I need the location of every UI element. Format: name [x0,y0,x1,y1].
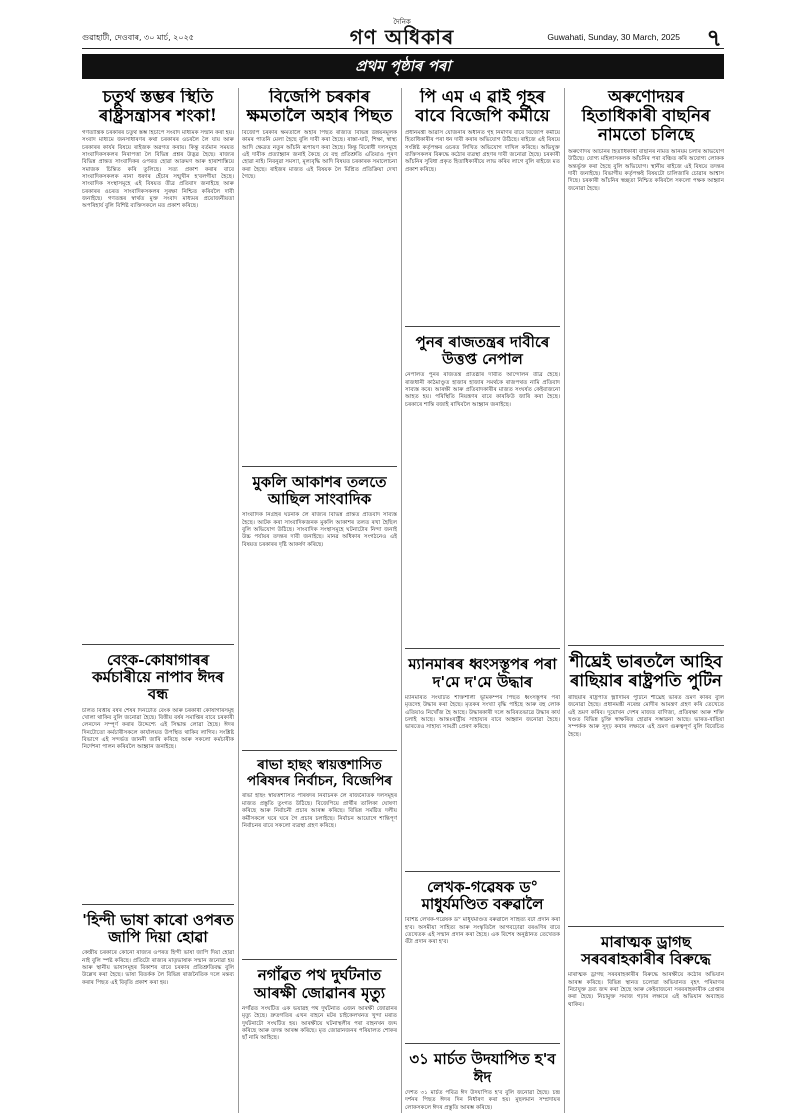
article-pmay-housing [405,88,560,320]
headline: মাৰাত্মক ড্ৰাগছ সৰবৰাহকাৰীৰ বিৰুদ্ধে [581,932,711,969]
article-body: বিজেপি চৰকাৰ ক্ষমতালৈ অহাৰ পিছত ৰাজ্যত বিভিন্ন উন্নয়নমূলক কামৰ পাতনি মেলা হৈছে বুলি দাবী কৰা হৈছে। ৰাস্তা-ঘাট, শিক্ষা, স্বাস্থ্য আদি ক্ষেত্ৰত নতুন আঁচনি ৰূপায়ণ কৰা হৈছে। কিন্তু বিৰোধী দলসমূহে এই দাবীক প্ৰত্যাহ্বান জনাই কৈছে যে বহু প্ৰতিশ্ৰুতি এতিয়াও পূৰণ হোৱা নাই। নিবনুৱা সমস্যা, মূল্যবৃদ্ধি আদি বিষয়ত চৰকাৰক সমালোচনা কৰা হৈছে। ৰাইজৰ মাজত এই বিষয়ক লৈ মিশ্ৰিত প্ৰতিক্ৰিয়া দেখা গৈছে। [242,129,397,180]
divider [242,750,397,751]
article-body: বিশিষ্ট লেখক-গৱেষক ড° মাধুৰ্যমণ্ডিত বৰুৱালৈ সাহিত্য বঁটা প্ৰদান কৰা হ'ব। অসমীয়া সাহিত্য আৰু সংস্কৃতিলৈ আগবঢ়োৱা বৰঙণিৰ বাবে তেখেতক এই সন্মান প্ৰদান কৰা হৈছে। এক বিশেষ অনুষ্ঠানত তেখেতক বঁটা প্ৰদান কৰা হ'ব। [405,917,560,946]
divider [405,1043,560,1044]
article-nepal-monarchy [405,334,560,643]
article-bank-holiday [82,652,234,898]
column-divider [238,88,239,1113]
article-body: অৰুণোদয় আঁচনিৰ হিতাধিকাৰী বাছনিৰ নামত অনিয়ম চলাৰ অভিযোগ উঠিছে। যোগ্য মহিলাসকলক আঁচনিৰ পৰা বঞ্চিত কৰি অযোগ্য লোকক অন্তৰ্ভুক্ত কৰা হৈছে বুলি অভিযোগ। স্থানীয় ৰাইজে এই বিষয়ে তদন্তৰ দাবী জনাইছে। বিভাগীয় কৰ্তৃপক্ষই বিষয়টো চালিজাৰি চোৱাৰ আশ্বাস দিছে। চৰকাৰী আঁচনিৰ স্বচ্ছতা নিশ্চিত কৰিবলৈ সকলো পক্ষক আহ্বান জনোৱা হৈছে। [568,148,724,192]
column-1 [82,88,234,1113]
divider [405,648,560,649]
headline: ৰাভা হাছং স্বায়ত্তশাসিত পৰিষদৰ নিৰ্বাচন, বিজেপিৰ [246,757,393,789]
divider [242,466,397,467]
article-putin-visit [568,653,724,920]
divider [242,959,397,960]
article-writer-award [405,879,560,1038]
divider [405,871,560,872]
article-rabha-hasong-election [242,758,397,953]
column-divider [564,88,565,1113]
headline: ৩১ মাৰ্চত উদযাপিত হ'ব ঈদ [409,1050,556,1086]
column-3 [405,88,560,1113]
dateline-english: Guwahati, Sunday, 30 March, 2025 [547,32,680,42]
column-divider [401,88,402,1113]
headline: পুনৰ ৰাজতন্ত্ৰৰ দাবীৰে উত্তপ্ত নেপাল [415,332,550,369]
article-hindi-language [82,912,234,987]
article-bjp-government [242,88,397,460]
article-body: ম্যানমাৰত সংঘটিত শক্তিশালী ভূমিকম্পৰ পিছত ধ্বংসস্তূপৰ পৰা মৃতদেহ উদ্ধাৰ কৰা হৈছে। মৃতকৰ সংখ্যা বৃদ্ধি পাইছে আৰু বহু লোক এতিয়াও নিখোঁজ হৈ আছে। উদ্ধাৰকাৰী দলে অবিৰতভাৱে উদ্ধাৰ কাৰ্য চলাই আছে। আন্তঃৰাষ্ট্ৰীয় সাহায্যৰ বাবে আহ্বান জনোৱা হৈছে। ভাৰতেও সাহায্য সামগ্ৰী প্ৰেৰণ কৰিছে। [405,694,560,731]
article-body: ৰাভা হাছং স্বায়ত্তশাসিত পৰিষদৰ নিৰ্বাচনক লৈ ৰাজনৈতিক দলসমূহৰ মাজত প্ৰস্তুতি তুংগত উঠিছে। বিজেপিয়ে প্ৰাৰ্থীৰ তালিকা ঘোষণা কৰিছে আৰু নিৰ্বাচনী প্ৰচাৰ আৰম্ভ কৰিছে। বিভিন্ন সমষ্টিত দলীয় কৰ্মীসকলে ঘৰে ঘৰে গৈ প্ৰচাৰ চলাইছে। নিৰ্বাচন আয়োগে শান্তিপূৰ্ণ নিৰ্বাচনৰ বাবে সকলো ব্যৱস্থা গ্ৰহণ কৰিছে। [242,793,397,829]
article-body: কেন্দ্ৰীয় চৰকাৰে কোনো ৰাজ্যৰ ওপৰত হিন্দী ভাষা জাপি দিয়া হোৱা নাই বুলি স্পষ্ট কৰিছে। প্ৰতিটো ৰাজ্যৰ মাতৃভাষাক সন্মান জনোৱা হয় আৰু স্থানীয় ভাষাসমূহৰ বিকাশৰ বাবে চৰকাৰ প্ৰতিশ্ৰুতিবদ্ধ বুলি উল্লেখ কৰা হৈছে। ভাষা বিতৰ্কক লৈ বিভিন্ন ৰাজনৈতিক দলে মন্তব্য কৰাৰ পিছত এই বিবৃতি প্ৰকাশ কৰা হয়। [82,950,234,986]
page-number: ৭ [706,25,722,52]
section-banner: প্ৰথম পৃষ্ঠাৰ পৰা [82,54,724,79]
article-myanmar-rescue [405,656,560,865]
article-arunodoi [568,88,724,639]
article-body: গণতান্ত্ৰিক চৰকাৰৰ চতুৰ্থ স্তম্ভ হিচাপে সংবাদ মাধ্যমক সন্মান কৰা হয়। সংবাদ মাধ্যমে জনসাধাৰণৰ কথা চৰকাৰৰ ওচৰলৈ লৈ যায় আৰু চৰকাৰৰ কাৰ্যৰ বিষয়ে ৰাইজক অৱগত কৰায়। কিন্তু বৰ্তমান সময়ত সাংবাদিকসকলৰ নিৰাপত্তা লৈ বিভিন্ন প্ৰশ্নৰ উদ্ভৱ হৈছে। ৰাজ্যৰ বিভিন্ন প্ৰান্তত সাংবাদিকৰ ওপৰত হোৱা আক্ৰমণ আৰু হাৰাশাস্তিয়ে সমাজক চিন্তিত কৰি তুলিছে। সত্য প্ৰকাশ কৰাৰ বাবে সাংবাদিকসকলক নানা ধৰণৰ হেঁচাৰ সন্মুখীন হ'বলগীয়া হৈছে। সাংবাদিক সংস্থাসমূহে এই বিষয়ত তীব্ৰ প্ৰতিবাদ জনাইছে আৰু চৰকাৰৰ ওচৰত সাংবাদিকসকলৰ সুৰক্ষা নিশ্চিত কৰিবলৈ দাবী জনাইছে। গণতন্ত্ৰৰ স্বাৰ্থত মুক্ত সংবাদ মাধ্যমৰ প্ৰয়োজনীয়তা অপৰিহাৰ্য বুলি বিশিষ্ট ব্যক্তিসকলে মত প্ৰকাশ কৰিছে। [82,129,234,210]
headline: 'হিন্দী ভাষা কাৰো ওপৰত জাপি দিয়া হোৱা [82,910,234,946]
article-body: নেপালত পুনৰ ৰাজতন্ত্ৰ প্ৰতিষ্ঠাৰ দাবীত আন্দোলন তীব্ৰ হৈছে। ৰাজধানী কাঠমাণ্ডুত হাজাৰ হাজাৰ সমৰ্থকে ৰাজপথত নামি প্ৰতিবাদ সাব্যস্ত কৰে। আৰক্ষী আৰু প্ৰতিবাদকাৰীৰ মাজত সংঘৰ্ষত কেইবাজনো আহত হয়। পৰিস্থিতি নিয়ন্ত্ৰণৰ বাবে কাৰফিউ জাৰি কৰা হৈছে। চৰকাৰে শান্তি বজাই ৰাখিবলৈ আহ্বান জনাইছে। [405,372,560,408]
column-2 [242,88,397,1113]
headline: বিজেপি চৰকাৰ ক্ষমতালৈ অহাৰ পিছত [246,88,393,125]
dateline-assamese: গুৱাহাটী, দেওবাৰ, ৩০ মাৰ্চ, ২০২৫ [82,33,194,42]
article-press-freedom [82,88,234,638]
article-body: মাৰাত্মক ড্ৰাগছ সৰবৰাহকাৰীৰ বিৰুদ্ধে আৰক্ষীয়ে কঠোৰ অভিযান আৰম্ভ কৰিছে। বিভিন্ন স্থানত চলোৱা অভিযানত বৃহৎ পৰিমাণৰ নিচাযুক্ত দ্ৰব্য জব্দ কৰা হৈছে আৰু কেইবাজনো সৰবৰাহকাৰীক গ্ৰেপ্তাৰ কৰা হৈছে। নিচামুক্ত সমাজ গঢ়াৰ লক্ষ্যৰে এই অভিযান অব্যাহত থাকিব। [568,972,724,1008]
article-body: চলিত বিত্তীয় বৰ্ষৰ শেষৰ দিনটোত বেংক আৰু চৰকাৰী কোষাগাৰসমূহ খোলা থাকিব বুলি জনোৱা হৈছে। বিত্তীয় বৰ্ষৰ সমাপ্তিৰ বাবে চৰকাৰী লেনদেন সম্পূৰ্ণ কৰাৰ উদ্দেশ্যে এই সিদ্ধান্ত লোৱা হৈছে। ঈদৰ দিনটোতো কৰ্মচাৰীসকলে কাৰ্যালয়ত উপস্থিত থাকিব লাগিব। সংশ্লিষ্ট বিভাগে এই সন্দৰ্ভত জাননী জাৰি কৰিছে আৰু সকলো কৰ্মচাৰীক নিৰ্দেশনা পালন কৰিবলৈ আহ্বান জনাইছে। [82,707,234,751]
headline: মুকলি আকাশৰ তলতে আছিল সাংবাদিক [252,472,387,509]
article-nagaon-accident [242,967,397,1042]
column-4 [568,88,724,1113]
divider [568,645,724,646]
headline: পি এম এ ৱাই গৃহৰ বাবে বিজেপি কৰ্মীয়ে [415,88,550,125]
headline: অৰুণোদয়ৰ হিতাধিকাৰী বাছনিৰ নামতো চলিছে [581,88,711,144]
divider [568,926,724,927]
logo-name: গণ অধিকাৰ [349,25,455,49]
headline: লেখক-গৱেষক ড° মাধুৰ্যমণ্ডিত বৰুৱালৈ [421,877,544,914]
logo-tagline: দৈনিক [393,18,411,26]
newspaper-logo [332,18,472,48]
divider [405,326,560,327]
divider [82,904,234,905]
article-body: প্ৰধানমন্ত্ৰী আৱাস যোজনাৰ অধীনত গৃহ নিৰ্মাণৰ বাবে বিজেপি কৰ্মীয়ে হিতাধিকাৰীৰ পৰা ধন দাবী কৰাৰ অভিযোগ উঠিছে। ৰাইজে এই বিষয়ে সংশ্লিষ্ট কৰ্তৃপক্ষৰ ওচৰত লিখিত অভিযোগ দাখিল কৰিছে। অভিযুক্ত ব্যক্তিসকলৰ বিৰুদ্ধে কঠোৰ ব্যৱস্থা গ্ৰহণৰ দাবী জনোৱা হৈছে। চৰকাৰী আঁচনিৰ সুবিধা প্ৰকৃত হিতাধিকাৰীয়ে লাভ কৰিব লাগে বুলি ৰাইজে মত প্ৰকাশ কৰিছে। [405,129,560,173]
headline: ম্যানমাৰৰ ধ্বংসস্তূপৰ পৰা দ'মে দ'মে উদ্ধাৰ [408,655,557,691]
headline: শীঘ্ৰেই ভাৰতলৈ আহিব ৰাছিয়াৰ ৰাষ্ট্ৰপতি পুটিন [569,651,723,690]
article-body: দেশত ৩১ মাৰ্চত পবিত্ৰ ঈদ উদযাপিত হ'ব বুলি জনোৱা হৈছে। চন্দ্ৰ দৰ্শনৰ পিছত ঈদৰ দিন নিৰ্ধাৰণ কৰা হয়। মুছলমান সম্প্ৰদায়ৰ লোকসকলে ঈদৰ প্ৰস্তুতি আৰম্ভ কৰিছে। [405,1089,560,1111]
article-eid-date [405,1051,560,1112]
article-journalist-open-sky [242,474,397,745]
article-body: নগাঁৱত সংঘটিত এক ভয়াৱহ পথ দুৰ্ঘটনাত এজন আৰক্ষী জোৱানৰ মৃত্যু হৈছে। দ্ৰুতগতিৰ এখন বাহনে মটৰ চাইকেলখনত খুন্দা মৰাত দুৰ্ঘটনাটো সংঘটিত হয়। আৰক্ষীয়ে ঘটনাস্থলীৰ পৰা বাহনখন জব্দ কৰিছে আৰু তদন্ত আৰম্ভ কৰিছে। মৃত জোৱানজনৰ পৰিয়ালত শোকৰ ছাঁ নামি আহিছে। [242,1005,397,1042]
masthead [82,18,724,52]
article-body: সাংবাদিক নিগ্ৰহৰ ঘটনাক লৈ ৰাজ্যৰ বিভিন্ন প্ৰান্তত প্ৰতিবাদ সাব্যস্ত হৈছে। আটক কৰা সাংবাদিকজনক মুকলি আকাশৰ তলত ৰখা হৈছিল বুলি অভিযোগ উঠিছে। সাংবাদিক সংস্থাসমূহে ঘটনাটোৰ নিন্দা জনাই উচ্চ পৰ্যায়ৰ তদন্তৰ দাবী জনাইছে। মানৱ অধিকাৰ সংগঠনেও এই বিষয়ত চৰকাৰৰ দৃষ্টি আকৰ্ষণ কৰিছে। [242,512,397,548]
headline: চতুৰ্থ স্তম্ভৰ স্থিতি ৰাষ্ট্ৰসন্ত্ৰাসৰ শংকা! [98,88,218,125]
divider [82,644,234,645]
article-body: ৰাছিয়াৰ ৰাষ্ট্ৰপতি ভ্লাদিমিৰ পুটিনে শীঘ্ৰেই ভাৰত ভ্ৰমণ কৰিব বুলি জনোৱা হৈছে। প্ৰধানমন্ত্ৰী নৰেন্দ্ৰ মোদীৰ আমন্ত্ৰণ গ্ৰহণ কৰি তেখেতে এই ভ্ৰমণ কৰিব। দুয়োখন দেশৰ মাজত বাণিজ্য, প্ৰতিৰক্ষা আৰু শক্তি খণ্ডত বিভিন্ন চুক্তি স্বাক্ষৰিত হোৱাৰ সম্ভাৱনা আছে। ভাৰত-ৰাছিয়া সম্পৰ্কক আৰু সুদৃঢ় কৰাৰ লক্ষ্যৰে এই ভ্ৰমণ গুৰুত্বপূৰ্ণ বুলি বিবেচিত হৈছে। [568,694,724,738]
headline: নগাঁৱত পথ দুৰ্ঘটনাত আৰক্ষী জোৱানৰ মৃত্যু [253,966,386,1002]
headline: বেংক-কোষাগাৰৰ কৰ্মচাৰীয়ে নাপাব ঈদৰ বন্ধ [92,650,224,704]
article-drug-suppliers [568,934,724,1009]
